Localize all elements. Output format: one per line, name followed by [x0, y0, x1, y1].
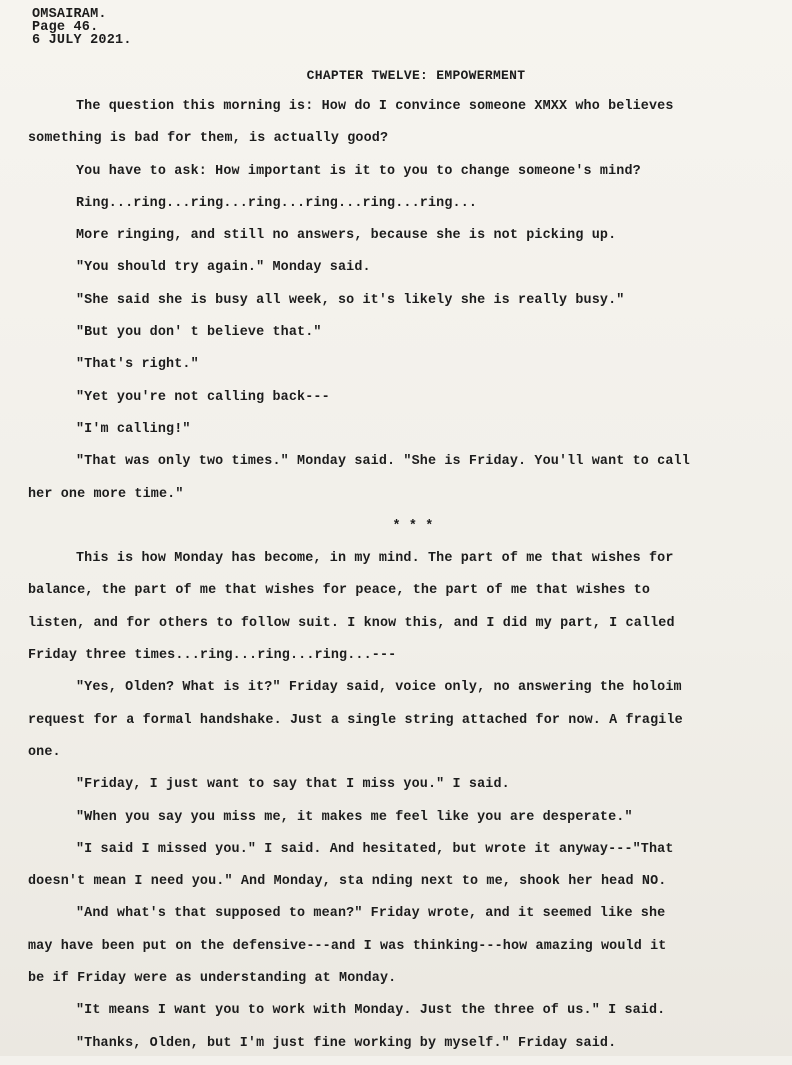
text-line: "Friday, I just want to say that I miss you." I said. — [76, 777, 510, 793]
text-line: doesn't mean I need you." And Monday, sta nding next to me, shook her head NO. — [28, 874, 667, 890]
chapter-title: CHAPTER TWELVE: EMPOWERMENT — [306, 68, 526, 83]
text-line: The question this morning is: How do I convince someone XMXX who believes — [76, 99, 674, 114]
text-line: something is bad for them, is actually good? — [28, 131, 389, 147]
text-line: "It means I want you to work with Monday. Just the three of us." I said. — [76, 1003, 666, 1019]
header-date: 6 JULY 2021. — [32, 33, 132, 48]
header-page-number: Page 46. — [32, 20, 99, 35]
text-line: "She said she is busy all week, so it's likely she is really busy." — [76, 292, 625, 308]
text-line: "I'm calling!" — [76, 421, 191, 437]
text-line: "That's right." — [76, 357, 199, 373]
text-line: You have to ask: How important is it to you to change someone's mind? — [76, 163, 641, 179]
text-line: "Yet you're not calling back--- — [76, 389, 330, 405]
text-line: "Thanks, Olden, but I'm just fine working by myself." Friday said. — [76, 1035, 617, 1051]
text-line: Ring...ring...ring...ring...ring...ring...ring... — [76, 195, 478, 211]
text-line: "But you don' t believe that." — [76, 325, 322, 341]
text-line: "When you say you miss me, it makes me feel like you are desperate." — [76, 809, 633, 825]
text-line: "And what's that supposed to mean?" Friday wrote, and it seemed like she — [76, 906, 666, 922]
header-name: OMSAIRAM. — [32, 7, 107, 22]
text-line: listen, and for others to follow suit. I know this, and I did my part, I called — [28, 615, 675, 631]
text-line: be if Friday were as understanding at Monday. — [28, 971, 397, 987]
text-line: This is how Monday has become, in my mind. The part of me that wishes for — [76, 551, 674, 567]
section-break: * * * — [392, 518, 434, 534]
text-line: one. — [28, 744, 61, 760]
text-line: More ringing, and still no answers, because she is not picking up. — [76, 228, 617, 244]
text-line: "Yes, Olden? What is it?" Friday said, voice only, no answering the holoim — [76, 680, 682, 696]
page-header — [32, 8, 132, 47]
text-line: her one more time." — [28, 486, 184, 502]
text-line: balance, the part of me that wishes for peace, the part of me that wishes to — [28, 583, 651, 599]
text-line: "You should try again." Monday said. — [76, 260, 371, 276]
text-line: "I said I missed you." I said. And hesitated, but wrote it anyway---"That — [76, 841, 674, 857]
text-line: "That was only two times." Monday said. "She is Friday. You'll want to call — [76, 454, 690, 470]
text-line: Friday three times...ring...ring...ring...--- — [28, 648, 397, 664]
manuscript-body — [28, 96, 778, 1065]
text-line: may have been put on the defensive---and I was thinking---how amazing would it — [28, 938, 667, 954]
text-line: request for a formal handshake. Just a single string attached for now. A fragile — [28, 712, 683, 728]
